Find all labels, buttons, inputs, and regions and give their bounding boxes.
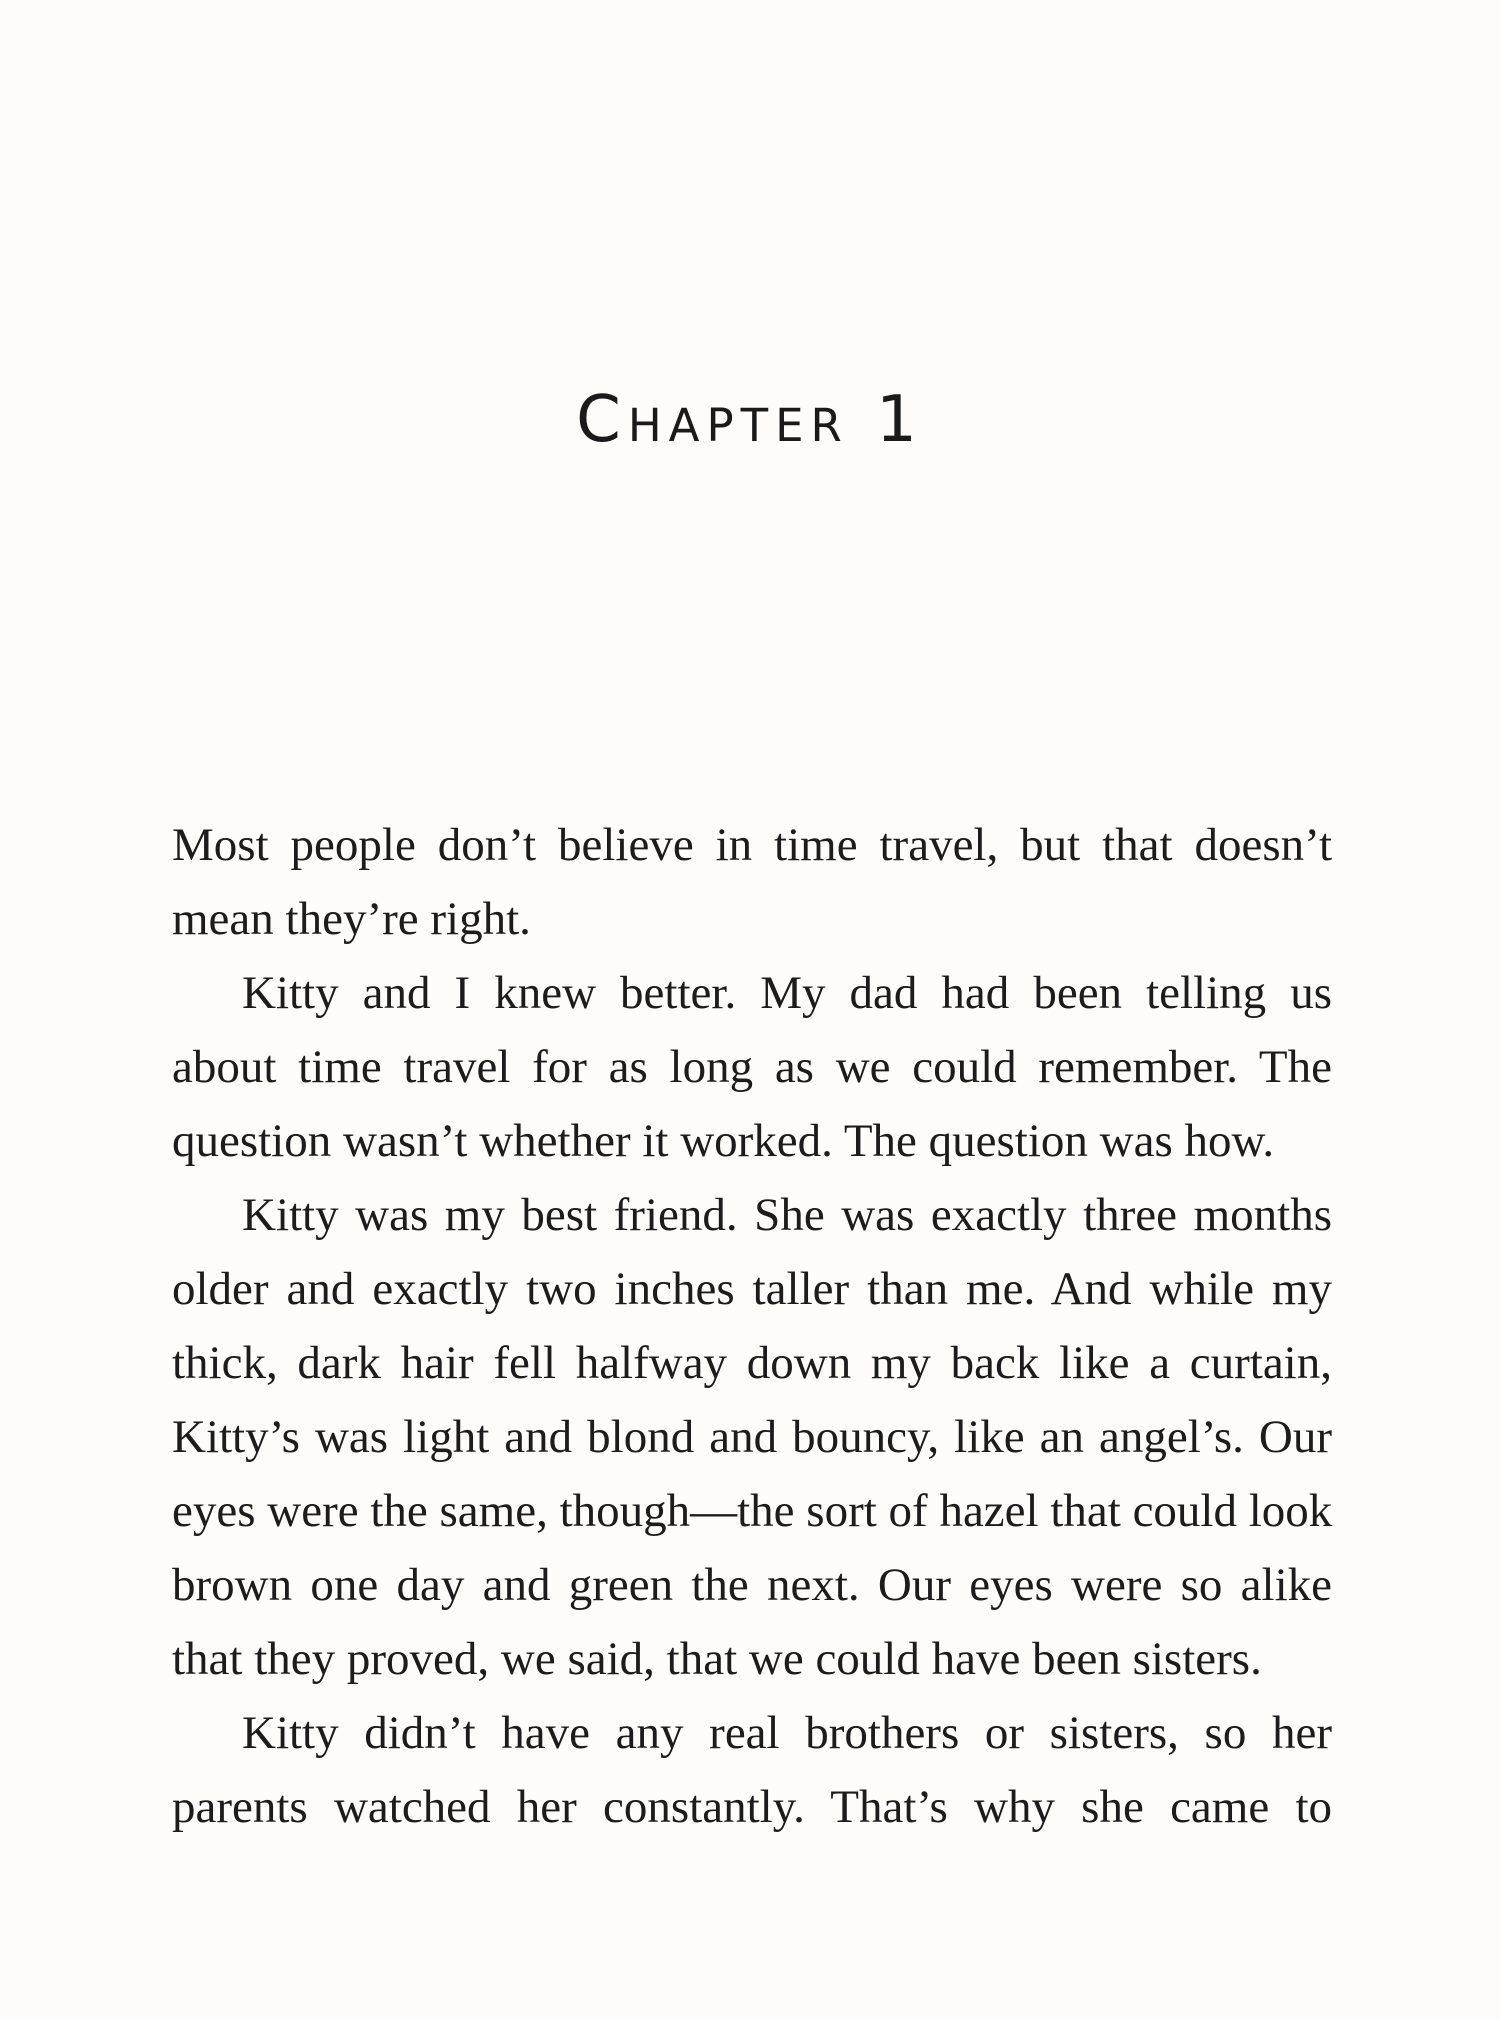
text-line: Kitty was my best friend. She was exactly three months: [242, 1189, 1332, 1241]
text-line: parents watched her constantly. That’s why she came to: [172, 1781, 1332, 1833]
chapter-title: [0, 382, 1500, 457]
text-line: Kitty’s was light and blond and bouncy, like an angel’s. Our: [172, 1411, 1332, 1463]
text-line: that they proved, we said, that we could have been sisters.: [172, 1633, 1262, 1685]
chapter-heading-text: Chapter 1: [576, 382, 924, 457]
text-line: Kitty didn’t have any real brothers or sisters, so her: [242, 1707, 1332, 1759]
text-line: question wasn’t whether it worked. The question was how.: [172, 1115, 1275, 1167]
text-line: eyes were the same, though—the sort of hazel that could look: [172, 1485, 1333, 1537]
text-line: Kitty and I knew better. My dad had been telling us: [242, 967, 1332, 1019]
text-line: thick, dark hair fell halfway down my back like a curtain,: [172, 1337, 1332, 1389]
text-line: about time travel for as long as we could remember. The: [172, 1041, 1332, 1093]
text-line: mean they’re right.: [172, 893, 531, 945]
text-line: older and exactly two inches taller than me. And while my: [172, 1263, 1332, 1315]
chapter-body: [172, 808, 1332, 1844]
text-line: Most people don’t believe in time travel, but that doesn’t: [172, 819, 1332, 871]
text-line: brown one day and green the next. Our eyes were so alike: [172, 1559, 1332, 1611]
